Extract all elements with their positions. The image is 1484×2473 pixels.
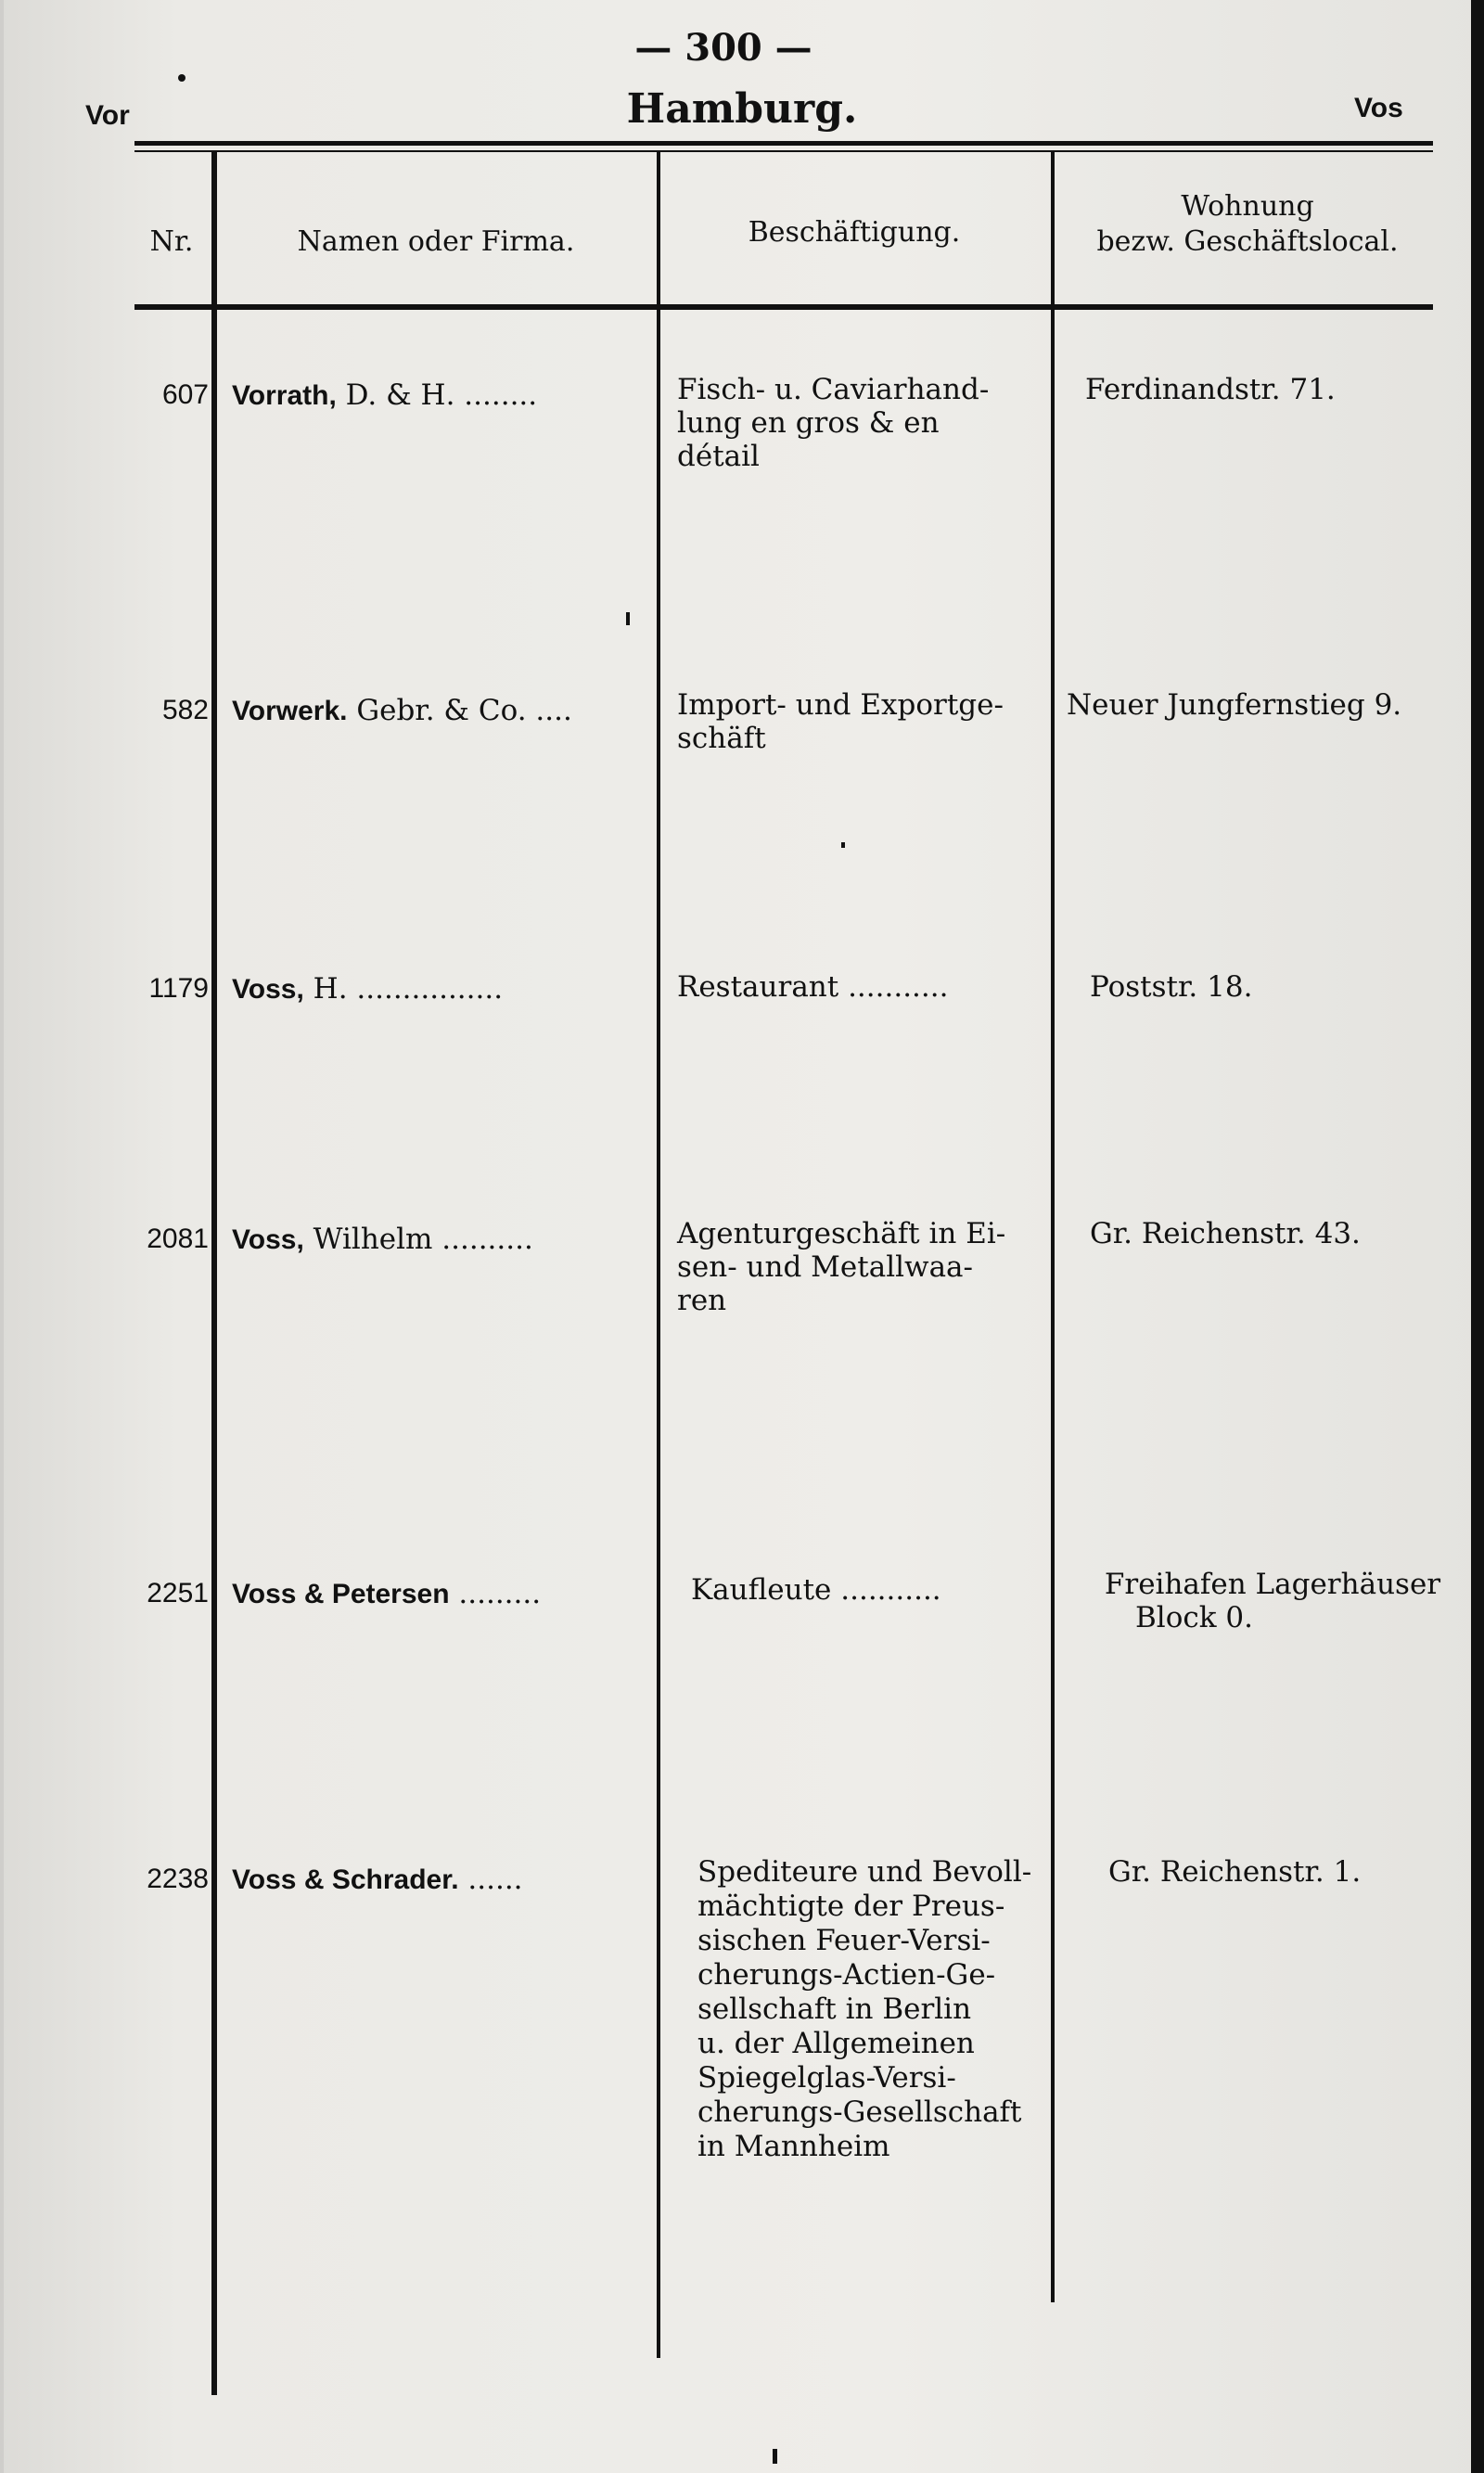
running-head-right: Vos	[1354, 93, 1403, 123]
ink-mark	[773, 2449, 777, 2464]
entry-address	[1090, 970, 1479, 1004]
occupation-line: Spiegelglas-Versi-	[697, 2061, 956, 2095]
entry-nr: 2081	[147, 1224, 209, 1254]
occupation-line: Restaurant ...........	[677, 970, 949, 1004]
occupation-line: schäft	[677, 722, 766, 755]
ink-mark	[841, 842, 845, 848]
page-title: Hamburg.	[626, 85, 858, 133]
entry-occupation	[691, 1573, 1081, 1607]
entry-address	[1096, 1568, 1449, 1634]
entry-occupation	[677, 1217, 1067, 1317]
entry-name	[232, 378, 640, 413]
entry-name-rest: H. ................	[303, 972, 504, 1006]
entry-name-bold: Vorrath,	[232, 380, 337, 411]
header-rule	[134, 304, 1433, 310]
address-line: Freihafen Lagerhäuser	[1104, 1568, 1441, 1601]
column-header-occupation: Beschäftigung.	[748, 216, 961, 249]
entry-occupation	[677, 688, 1067, 755]
entry-name-rest: Gebr. & Co. ....	[347, 694, 572, 727]
column-header-nr: Nr.	[149, 225, 194, 258]
entry-address	[1108, 1855, 1484, 1889]
entry-name	[232, 1577, 640, 1611]
occupation-line: mächtigte der Preus-	[697, 1890, 1005, 1923]
running-head-left: Vor	[85, 100, 130, 131]
address-line: Gr. Reichenstr. 1.	[1108, 1855, 1362, 1889]
entry-nr: 2238	[147, 1864, 209, 1894]
entry-name-bold: Vorwerk.	[232, 696, 348, 726]
entry-nr: 607	[161, 379, 209, 410]
occupation-line: Fisch- u. Caviarhand-	[677, 373, 990, 406]
entry-name-bold: Voss & Petersen	[232, 1579, 450, 1609]
entry-address	[1090, 1217, 1479, 1250]
entry-name-bold: Voss & Schrader.	[232, 1864, 459, 1895]
entry-name	[232, 1863, 640, 1897]
occupation-line: sischen Feuer-Versi-	[697, 1924, 991, 1957]
ink-mark	[626, 612, 630, 625]
entry-occupation	[697, 1855, 1087, 2164]
entry-address	[1067, 688, 1456, 722]
entry-name-bold: Voss,	[232, 974, 304, 1005]
entry-name	[232, 1223, 640, 1257]
column-header-address-line2: bezw. Geschäftslocal.	[1096, 225, 1399, 258]
occupation-line: ren	[677, 1284, 727, 1317]
top-rule-thick	[134, 141, 1433, 146]
entry-name-bold: Voss,	[232, 1224, 304, 1255]
occupation-line: détail	[677, 440, 760, 473]
address-line: Ferdinandstr. 71.	[1085, 373, 1336, 406]
address-line: Poststr. 18.	[1090, 970, 1253, 1004]
column-header-name: Namen oder Firma.	[297, 225, 575, 258]
entry-name-rest: .........	[449, 1577, 542, 1610]
address-line: Neuer Jungfernstieg 9.	[1067, 688, 1402, 722]
column-header-address	[1057, 189, 1438, 260]
divider-name	[657, 150, 660, 2358]
entry-address	[1085, 373, 1475, 406]
occupation-line: Kaufleute ...........	[691, 1573, 941, 1607]
divider-nr	[211, 150, 217, 2395]
occupation-line: Spediteure und Bevoll-	[697, 1855, 1032, 1889]
occupation-line: sellschaft in Berlin	[697, 1992, 972, 2026]
page-number: — 300 —	[634, 26, 812, 70]
entry-nr: 1179	[148, 973, 209, 1004]
occupation-line: u. der Allgemeinen	[697, 2027, 975, 2060]
entry-name	[232, 972, 640, 1006]
occupation-line: Import- und Exportge-	[677, 688, 1004, 722]
address-line: Gr. Reichenstr. 43.	[1090, 1217, 1361, 1250]
occupation-line: cherungs-Gesellschaft	[697, 2095, 1022, 2129]
entry-name-rest: D. & H. ........	[336, 378, 538, 412]
address-line: Block 0.	[1135, 1601, 1253, 1634]
occupation-line: lung en gros & en	[677, 406, 940, 440]
entry-occupation	[677, 970, 1067, 1004]
entry-nr: 582	[161, 695, 209, 725]
occupation-line: cherungs-Actien-Ge-	[697, 1958, 996, 1992]
page-shadow-left	[0, 0, 4, 2473]
column-header-address-line1: Wohnung	[1181, 190, 1314, 223]
occupation-line: sen- und Metallwaa-	[677, 1250, 974, 1284]
occupation-line: Agenturgeschäft in Ei-	[677, 1217, 1006, 1250]
entry-name-rest: Wilhelm ..........	[303, 1223, 533, 1256]
entry-name-rest: ......	[458, 1863, 523, 1896]
occupation-line: in Mannheim	[697, 2130, 890, 2163]
top-rule-thin	[134, 150, 1433, 152]
entry-name	[232, 694, 640, 728]
ink-dot	[178, 74, 186, 82]
entry-occupation	[677, 373, 1067, 473]
entry-nr: 2251	[147, 1578, 209, 1608]
